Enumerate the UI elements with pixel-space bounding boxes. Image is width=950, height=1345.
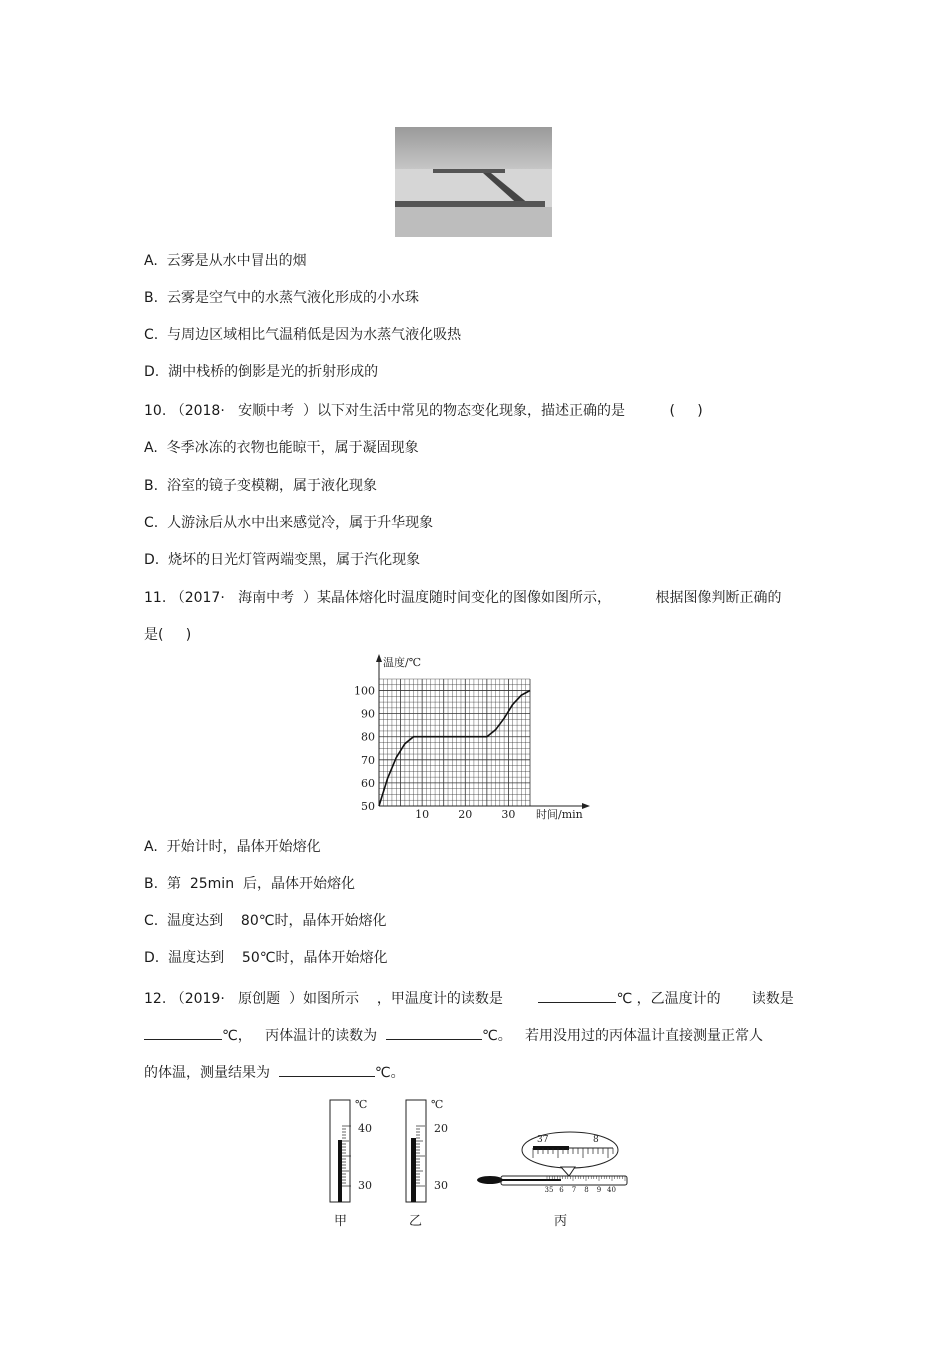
q10-stem: 10. （2018· 安顺中考 ）以下对生活中常见的物态变化现象，描述正确的是 ( ) <box>144 403 703 419</box>
thermometer-jia <box>322 1096 382 1206</box>
y-tick-label: 90 <box>361 707 375 721</box>
melting-chart <box>350 652 590 822</box>
q9-option-a: A. 云雾是从水中冒出的烟 <box>144 253 307 269</box>
thermometer-yi-top: 20 <box>434 1122 448 1135</box>
x-tick-label: 30 <box>501 808 516 821</box>
bing-scale-label: 7 <box>571 1186 577 1194</box>
q12-text-5: 的体温，测量结果为 <box>144 1065 279 1081</box>
thermometer-jia-bottom: 30 <box>358 1179 372 1192</box>
thermometer-bing <box>475 1128 635 1198</box>
answer-blank-bing[interactable] <box>386 1025 482 1040</box>
caption-jia: 甲 <box>334 1214 348 1229</box>
q12-text-3: ℃， 丙体温计的读数为 <box>222 1028 386 1044</box>
bing-scale-label: 40 <box>607 1186 616 1194</box>
mercury-column-jia <box>338 1140 342 1202</box>
bing-scale-label: 8 <box>584 1186 589 1194</box>
answer-blank-jia[interactable] <box>538 988 616 1003</box>
thermometer-jia-unit: ℃ <box>355 1098 368 1111</box>
zoom-label-right: 8 <box>593 1135 599 1145</box>
q12-text-2: ℃ ，乙温度计的 读数是 <box>616 991 794 1007</box>
x-tick-label: 10 <box>415 808 430 821</box>
q10-option-a: A. 冬季冰冻的衣物也能晾干，属于凝固现象 <box>144 440 419 456</box>
y-axis-arrow <box>376 654 382 662</box>
q11-option-a: A. 开始计时，晶体开始熔化 <box>144 839 321 855</box>
zoom-label-left: 37 <box>537 1135 549 1145</box>
y-tick-label: 80 <box>361 730 375 744</box>
bing-mercury <box>501 1179 561 1181</box>
y-axis-label: 温度/℃ <box>383 656 422 669</box>
y-tick-label: 60 <box>361 776 375 790</box>
q12-line2 <box>144 1025 763 1045</box>
q12-text-1: 12. （2019· 原创题 ）如图所示 ，甲温度计的读数是 <box>144 991 539 1007</box>
caption-yi: 乙 <box>409 1214 423 1229</box>
q10-option-d: D. 烧坏的日光灯管两端变黑，属于汽化现象 <box>144 552 421 568</box>
y-tick-label: 100 <box>354 684 375 698</box>
q9-option-b: B. 云雾是空气中的水蒸气液化形成的小水珠 <box>144 290 419 306</box>
q10-option-b: B. 浴室的镜子变模糊，属于液化现象 <box>144 478 377 494</box>
y-tick-label: 70 <box>361 753 375 767</box>
q11-option-b: B. 第 25min 后，晶体开始熔化 <box>144 876 355 892</box>
q11-stem-line2: 是( ) <box>144 627 192 643</box>
chart-grid <box>379 679 530 806</box>
q10-option-c: C. 人游泳后从水中出来感觉冷，属于升华现象 <box>144 515 434 531</box>
x-axis-label: 时间/min <box>536 808 583 821</box>
q9-option-c: C. 与周边区域相比气温稍低是因为水蒸气液化吸热 <box>144 327 462 343</box>
bing-scale-label: 6 <box>559 1186 564 1194</box>
thermometer-yi-bottom: 30 <box>434 1179 448 1192</box>
q11-option-d: D. 温度达到 50℃时，晶体开始熔化 <box>144 950 388 966</box>
q11-option-c: C. 温度达到 80℃时，晶体开始熔化 <box>144 913 387 929</box>
thermometer-bulb <box>477 1176 503 1184</box>
bing-scale <box>545 1186 616 1194</box>
q12-text-6: ℃。 <box>374 1065 405 1081</box>
thermometer-yi-ticks <box>416 1126 425 1186</box>
bing-scale-label: 9 <box>596 1186 602 1194</box>
lake-pier-photo <box>395 127 552 237</box>
zoom-mercury <box>533 1146 569 1150</box>
q12-text-4: ℃。 若用没用过的丙体温计直接测量正常人 <box>481 1028 764 1044</box>
mercury-column-yi <box>411 1138 416 1202</box>
thermometer-jia-top: 40 <box>358 1122 372 1135</box>
thermometer-yi-unit: ℃ <box>431 1098 444 1111</box>
answer-blank-result[interactable] <box>279 1062 375 1077</box>
q12-line3 <box>144 1062 405 1082</box>
answer-blank-yi[interactable] <box>144 1025 222 1040</box>
y-tick-label: 50 <box>361 800 375 813</box>
x-tick-label: 20 <box>458 808 473 821</box>
q11-stem-line1: 11. （2017· 海南中考 ）某晶体熔化时温度随时间变化的图像如图所示， 根据图像判断正确的 <box>144 590 782 606</box>
bing-scale-label: 35 <box>544 1186 554 1194</box>
x-axis-arrow <box>582 803 590 809</box>
q9-option-d: D. 湖中栈桥的倒影是光的折射形成的 <box>144 364 379 380</box>
q12-line1 <box>144 988 794 1008</box>
caption-bing: 丙 <box>554 1214 568 1229</box>
thermometer-yi <box>398 1096 458 1206</box>
